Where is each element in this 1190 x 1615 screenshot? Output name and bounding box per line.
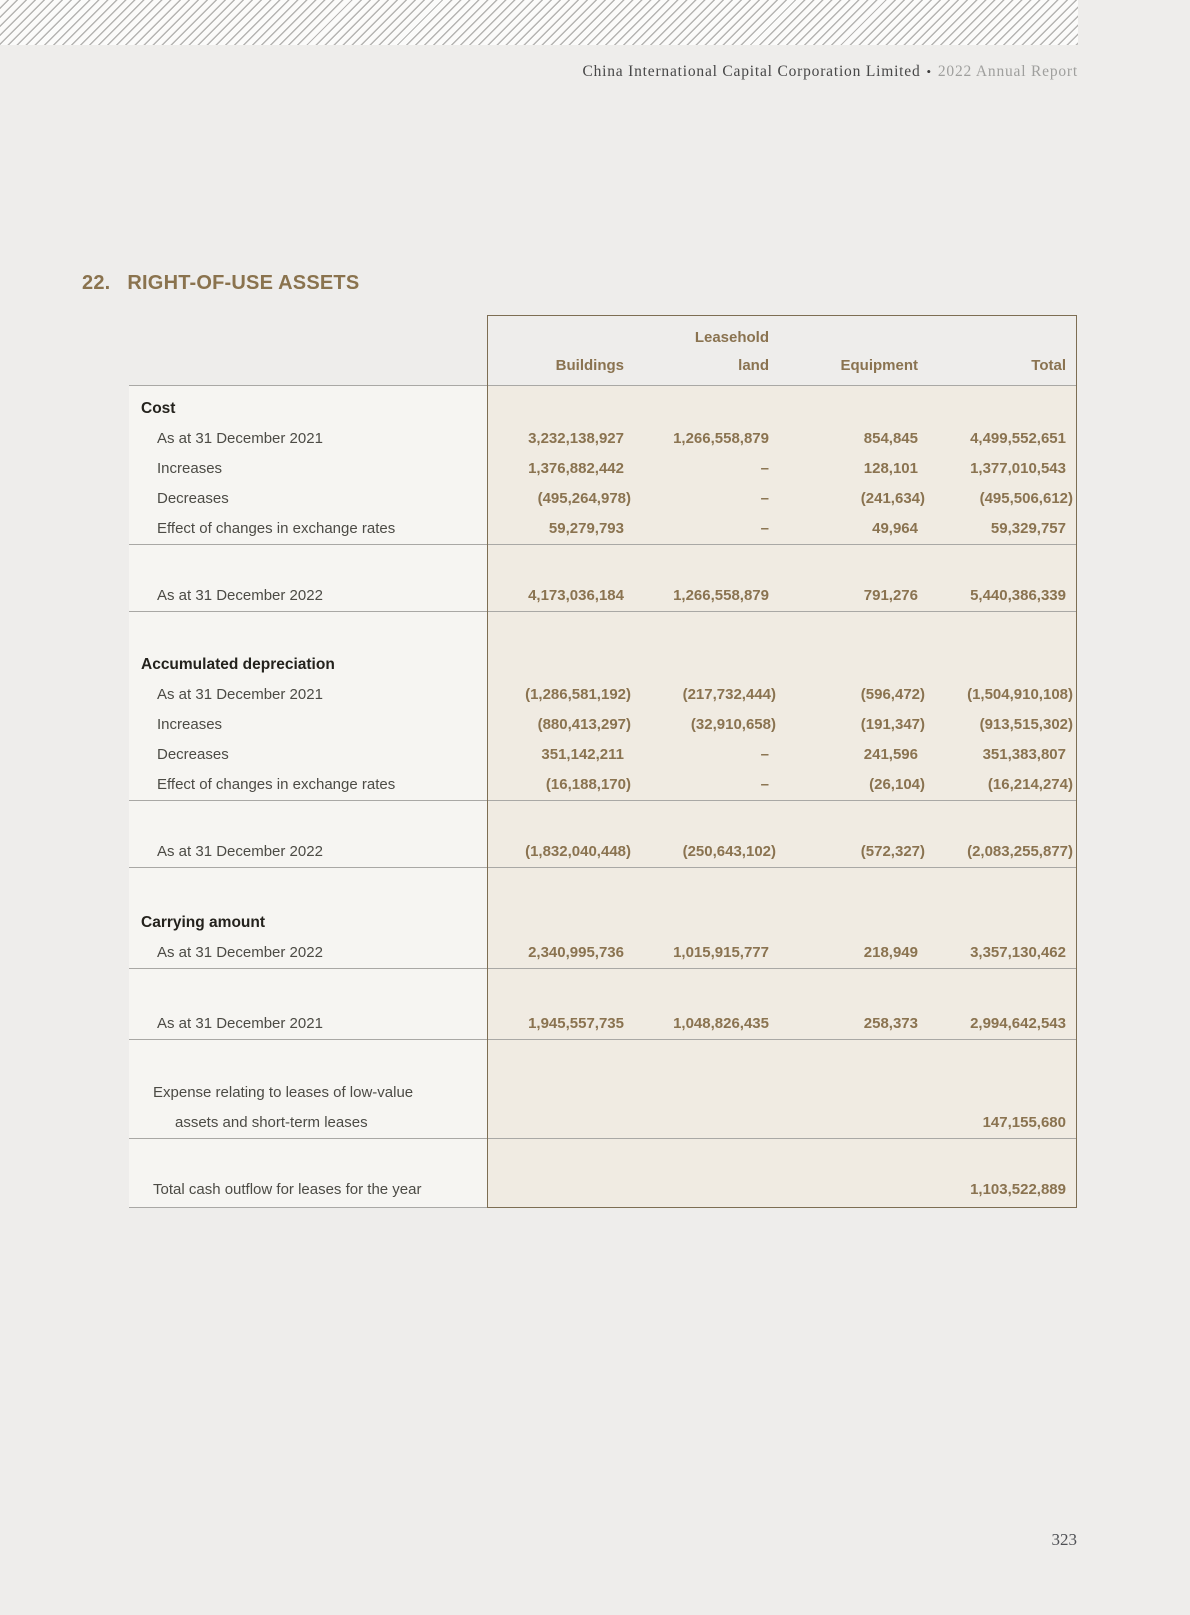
table-row: [129, 770, 1077, 800]
value-buildings: (1,832,040,448): [525, 843, 631, 860]
row-label: As at 31 December 2022: [157, 944, 323, 961]
value-equipment: 49,964: [872, 520, 918, 537]
row-label: Decreases: [157, 490, 229, 507]
table-row: [129, 837, 1077, 867]
section-title: [82, 272, 359, 295]
table-row: [129, 1175, 1077, 1205]
section-heading-carrying-amount: Carrying amount: [141, 914, 266, 931]
value-total: (16,214,274): [987, 776, 1073, 793]
value-leasehold-land: (32,910,658): [690, 716, 776, 733]
value-total: 5,440,386,339: [970, 587, 1066, 604]
section-carrying-amount-2021: [129, 968, 1077, 1039]
value-equipment: 128,101: [863, 460, 918, 477]
value-buildings: 351,142,211: [541, 746, 624, 763]
row-label: Total cash outflow for leases for the year: [153, 1181, 422, 1198]
value-buildings: 2,340,995,736: [528, 944, 624, 961]
table-row: [129, 1108, 1077, 1138]
table-row: [129, 514, 1077, 544]
value-total: 59,329,757: [990, 520, 1066, 537]
section-cost-subtotal: [129, 544, 1077, 611]
value-total: (913,515,302): [979, 716, 1073, 733]
section-cost: [129, 385, 1077, 544]
value-equipment: 258,373: [863, 1015, 918, 1032]
bullet-separator: •: [926, 64, 932, 79]
section-total-cash-outflow: [129, 1138, 1077, 1207]
value-total: (1,504,910,108): [967, 686, 1073, 703]
value-buildings: 59,279,793: [548, 520, 624, 537]
value-total: 2,994,642,543: [970, 1015, 1066, 1032]
value-equipment: (596,472): [860, 686, 925, 703]
value-buildings: (1,286,581,192): [525, 686, 631, 703]
right-of-use-assets-table: [129, 315, 1077, 1208]
value-total: 3,357,130,462: [970, 944, 1066, 961]
value-total: 1,377,010,543: [970, 460, 1066, 477]
table-header-row-1: [129, 323, 1077, 351]
value-leasehold-land: 1,015,915,777: [673, 944, 769, 961]
row-label: As at 31 December 2021: [157, 430, 323, 447]
section-accumulated-depreciation-subtotal: [129, 800, 1077, 867]
table-row: [129, 581, 1077, 611]
section-heading-cost: Cost: [141, 400, 176, 417]
table-header-row-2: [129, 351, 1077, 379]
section-heading-row: [129, 908, 1077, 938]
table-row: [129, 680, 1077, 710]
section-number: 22.: [82, 272, 111, 294]
table-row: [129, 710, 1077, 740]
row-label-line2: assets and short-term leases: [175, 1114, 368, 1131]
value-equipment: 241,596: [863, 746, 918, 763]
column-header-land: land: [738, 357, 769, 374]
column-header-buildings: Buildings: [555, 357, 624, 374]
row-label-line1: Expense relating to leases of low-value: [153, 1084, 414, 1101]
value-leasehold-land: –: [760, 520, 769, 537]
running-header: [582, 63, 1078, 81]
value-buildings: 3,232,138,927: [528, 430, 624, 447]
section-carrying-amount: [129, 867, 1077, 968]
row-label: Effect of changes in exchange rates: [157, 520, 396, 537]
value-leasehold-land: –: [760, 746, 769, 763]
row-label: Decreases: [157, 746, 229, 763]
row-label: Increases: [157, 460, 223, 477]
table-row: [129, 1078, 1077, 1108]
table-row: [129, 1009, 1077, 1039]
section-heading-row: [129, 650, 1077, 680]
section-accumulated-depreciation: [129, 611, 1077, 800]
value-buildings: 1,376,882,442: [528, 460, 624, 477]
value-total: 147,155,680: [982, 1114, 1066, 1131]
value-leasehold-land: –: [760, 776, 769, 793]
table-content: [129, 315, 1077, 1207]
value-equipment: (241,634): [860, 490, 925, 507]
value-equipment: (26,104): [869, 776, 925, 793]
page-number: 323: [1051, 1530, 1077, 1549]
row-label: As at 31 December 2022: [157, 843, 323, 860]
row-label: As at 31 December 2021: [157, 686, 323, 703]
section-heading-accumulated-depreciation: Accumulated depreciation: [141, 656, 335, 673]
value-buildings: (495,264,978): [537, 490, 631, 507]
row-label: As at 31 December 2022: [157, 587, 323, 604]
value-equipment: 791,276: [863, 587, 918, 604]
row-label: As at 31 December 2021: [157, 1015, 323, 1032]
value-buildings: (880,413,297): [537, 716, 631, 733]
column-header-equipment: Equipment: [840, 357, 918, 374]
hatch-pattern-band: [0, 0, 1078, 45]
value-equipment: 854,845: [863, 430, 918, 447]
value-buildings: (16,188,170): [545, 776, 631, 793]
column-header-total: Total: [1031, 357, 1066, 374]
value-leasehold-land: 1,266,558,879: [673, 430, 769, 447]
value-leasehold-land: (217,732,444): [682, 686, 776, 703]
value-leasehold-land: 1,266,558,879: [673, 587, 769, 604]
table-row: [129, 424, 1077, 454]
value-buildings: 4,173,036,184: [528, 587, 624, 604]
section-expense-low-value: [129, 1039, 1077, 1138]
table-header: [129, 315, 1077, 385]
value-equipment: (572,327): [860, 843, 925, 860]
row-label: Increases: [157, 716, 223, 733]
value-equipment: (191,347): [860, 716, 925, 733]
table-row: [129, 938, 1077, 968]
value-equipment: 218,949: [863, 944, 918, 961]
value-buildings: 1,945,557,735: [528, 1015, 624, 1032]
table-row: [129, 484, 1077, 514]
value-total: 351,383,807: [982, 746, 1066, 763]
value-total: 1,103,522,889: [970, 1181, 1066, 1198]
value-leasehold-land: (250,643,102): [682, 843, 776, 860]
column-header-leasehold: Leasehold: [694, 329, 769, 346]
value-total: 4,499,552,651: [970, 430, 1066, 447]
value-leasehold-land: –: [760, 460, 769, 477]
company-name: China International Capital Corporation Limited: [582, 63, 921, 80]
row-label: Effect of changes in exchange rates: [157, 776, 396, 793]
section-heading-row: [129, 394, 1077, 424]
value-leasehold-land: –: [760, 490, 769, 507]
value-total: (2,083,255,877): [967, 843, 1073, 860]
table-row: [129, 740, 1077, 770]
value-leasehold-land: 1,048,826,435: [673, 1015, 769, 1032]
table-row: [129, 454, 1077, 484]
report-name: 2022 Annual Report: [937, 63, 1078, 80]
section-title-text: RIGHT-OF-USE ASSETS: [127, 272, 360, 294]
value-total: (495,506,612): [979, 490, 1073, 507]
